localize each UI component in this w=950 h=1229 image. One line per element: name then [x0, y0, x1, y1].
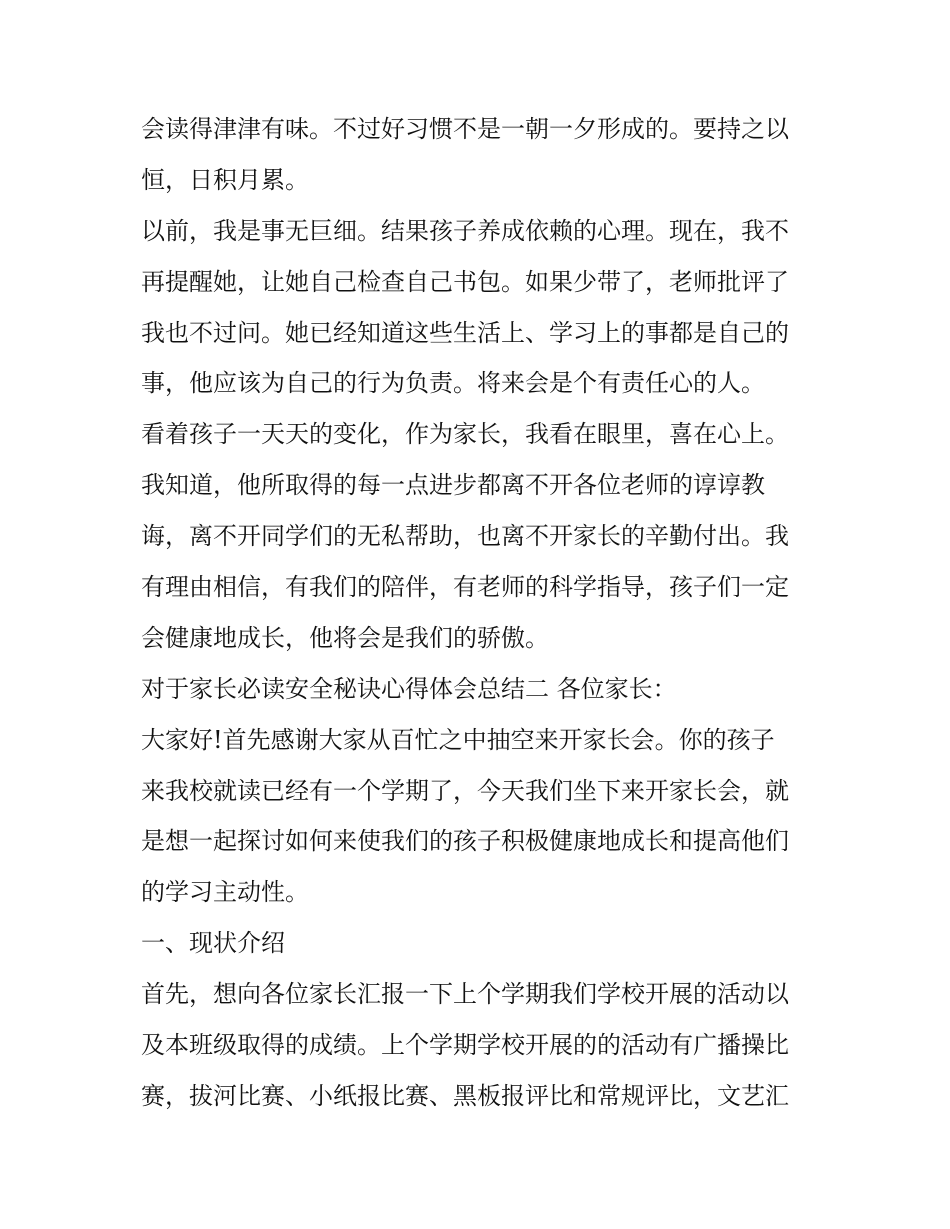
text-line-7: 看着孩子一天天的变化，作为家长，我看在眼里，喜在心上。 [141, 420, 789, 449]
section-title-line: 对于家长必读安全秘诀心得体会总结二 各位家长： [141, 674, 677, 703]
text-line-1: 会读得津津有味。不过好习惯不是一朝一夕形成的。要持之以 [141, 115, 789, 143]
text-line-16: 的学习主动性。 [141, 878, 309, 907]
text-line-15: 是想一起探讨如何来使我们的孩子积极健康地成长和提高他们 [141, 827, 789, 856]
text-line-19: 及本班级取得的成绩。上个学期学校开展的的活动有广播操比 [141, 1031, 789, 1060]
document-body [141, 104, 821, 1122]
text-line-5: 我也不过问。她已经知道这些生活上、学习上的事都是自己的 [141, 318, 789, 347]
text-line-9: 诲，离不开同学们的无私帮助，也离不开家长的辛勤付出。我 [141, 522, 789, 551]
text-line-14: 来我校就读已经有一个学期了，今天我们坐下来开家长会，就 [141, 776, 789, 805]
text-line-11: 会健康地成长，他将会是我们的骄傲。 [141, 623, 549, 652]
text-line-6: 事，他应该为自己的行为负责。将来会是个有责任心的人。 [141, 369, 765, 398]
text-line-18: 首先，想向各位家长汇报一下上个学期我们学校开展的活动以 [141, 980, 789, 1009]
text-line-4: 再提醒她，让她自己检查自己书包。如果少带了，老师批评了 [141, 267, 789, 296]
subheading-line: 一、现状介绍 [141, 929, 285, 958]
text-line-2: 恒，日积月累。 [141, 165, 309, 194]
text-line-10: 有理由相信，有我们的陪伴，有老师的科学指导，孩子们一定 [141, 573, 789, 602]
text-line-3: 以前，我是事无巨细。结果孩子养成依赖的心理。现在，我不 [141, 216, 789, 245]
text-line-8: 我知道，他所取得的每一点进步都离不开各位老师的谆谆教 [141, 471, 765, 500]
text-line-20: 赛，拔河比赛、小纸报比赛、黑板报评比和常规评比，文艺汇 [141, 1081, 789, 1110]
text-line-13: 大家好!首先感谢大家从百忙之中抽空来开家长会。你的孩子 [141, 725, 775, 754]
